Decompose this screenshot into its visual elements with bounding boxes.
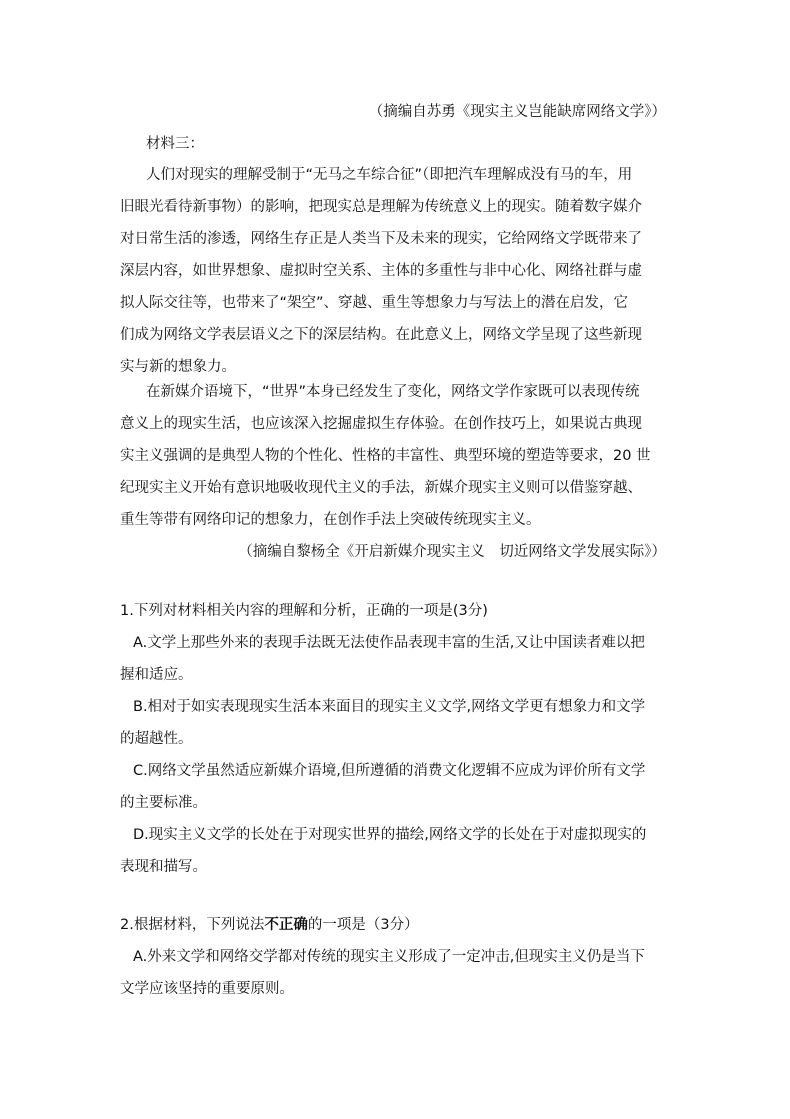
option-a-line-2: 文学应该坚持的重要原则。 — [120, 981, 294, 997]
stem-text: 的一项是（3分） — [307, 917, 419, 933]
option-c-line-1: C.网络文学虽然适应新媒介语境,但所遵循的消费文化逻辑不应成为评价所有文学 — [133, 763, 646, 779]
source-citation-2: （摘编自黎杨全《开启新媒介现实主义 切近网络文学发展实际》） — [238, 544, 666, 560]
source-citation-1: （摘编自苏勇《现实主义岂能缺席网络文学》） — [368, 104, 666, 120]
paragraph-line: 们成为网络文学表层语义之下的深层结构。在此意义上，网络文学呈现了这些新现 — [120, 327, 642, 343]
option-a-line-1: A.外来文学和网络交学都对传统的现实主义形成了一定冲击,但现实主义仍是当下 — [133, 949, 645, 965]
paragraph-line: 对日常生活的渗透，网络生存正是人类当下及未来的现实，它给网络文学既带来了 — [120, 231, 642, 247]
paragraph-line: 意义上的现实生活，也应该深入挖掘虚拟生存体验。在创作技巧上，如果说古典现 — [120, 416, 642, 432]
paragraph-line: 人们对现实的理解受制于“无马之车综合征”（即把汽车理解成没有马的车，用 — [146, 167, 633, 183]
paragraph-line: 拟人际交往等，也带来了“架空”、穿越、重生等想象力与写法上的潜在启发，它 — [120, 295, 629, 311]
question-stem — [120, 914, 419, 936]
paragraph-line: 实与新的想象力。 — [120, 359, 236, 375]
option-b-line-1: B.相对于如实表现现实生活本来面目的现实主义文学,网络文学更有想象力和文学 — [133, 699, 646, 715]
option-c-line-2: 的主要标准。 — [120, 795, 207, 811]
option-a-line-2: 握和适应。 — [120, 667, 193, 683]
option-b-line-2: 的超越性。 — [120, 731, 193, 747]
material3-heading: 材料三： — [146, 136, 204, 152]
paragraph-line: 纪现实主义开始有意识地吸收现代主义的手法，新媒介现实主义则可以借鉴穿越、 — [120, 480, 642, 496]
stem-text: 2.根据材料，下列说法 — [120, 917, 265, 933]
option-d-line-1: D.现实主义文学的长处在于对现实世界的描绘,网络文学的长处在于对虚拟现实的 — [133, 827, 647, 843]
option-d-line-2: 表现和描写。 — [120, 859, 207, 875]
paragraph-line: 重生等带有网络印记的想象力，在创作手法上突破传统现实主义。 — [120, 512, 541, 528]
paragraph-line: 在新媒介语境下，“世界”本身已经发生了变化，网络文学作家既可以表现传统 — [146, 384, 640, 400]
paragraph-line: 旧眼光看待新事物）的影响，把现实总是理解为传统意义上的现实。随着数字媒介 — [120, 199, 642, 215]
stem-emphasis: 不正确 — [264, 917, 308, 933]
paragraph-line: 实主义强调的是典型人物的个性化、性格的丰富性、典型环境的塑造等要求，20 世 — [120, 448, 651, 464]
paragraph-line: 深层内容，如世界想象、虚拟时空关系、主体的多重性与非中心化、网络社群与虚 — [120, 263, 642, 279]
question-stem: 1.下列对材料相关内容的理解和分析，正确的一项是(3分) — [120, 603, 488, 619]
option-a-line-1: A.文学上那些外来的表现手法既无法使作品表现丰富的生活,又让中国读者难以把 — [133, 635, 645, 651]
